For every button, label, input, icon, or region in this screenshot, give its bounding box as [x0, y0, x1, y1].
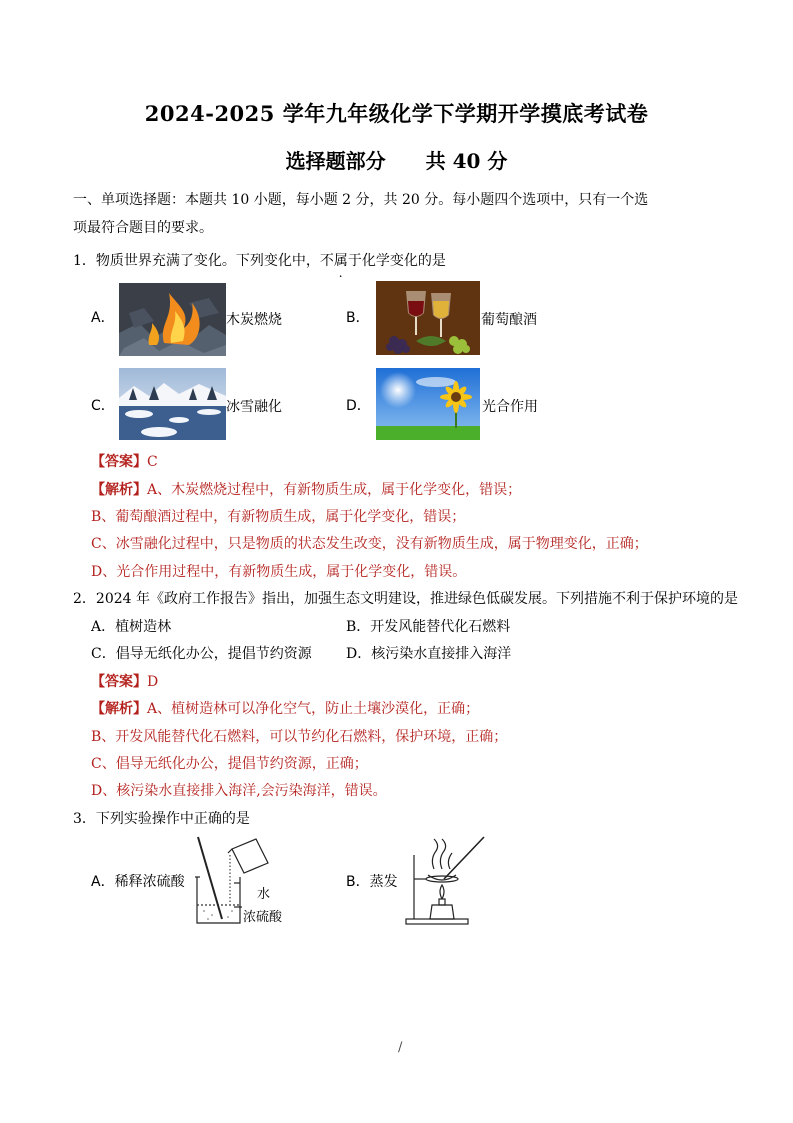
q1-analysis-text-0: A、木炭燃烧过程中，有新物质生成，属于化学变化，错误； — [147, 482, 522, 498]
q3-option-a: A．稀释浓硫酸 — [91, 874, 185, 890]
q2-option-c: C．倡导无纸化办公，提倡节约资源 — [91, 646, 312, 662]
q1-option-b-letter: B． — [346, 310, 370, 326]
q1-stem-c: 化学变化的是 — [361, 253, 446, 269]
q1-analysis-line4: D、光合作用过程中，有新物质生成，属于化学变化，错误。 — [91, 564, 467, 580]
q1-analysis-head: 【解析】 — [91, 482, 147, 498]
q2-answer — [91, 672, 158, 692]
page-title: 2024-2025 学年九年级化学下学期开学摸底考试卷 — [144, 101, 649, 126]
q2-analysis-line1 — [91, 699, 479, 719]
q1-option-c-letter: C． — [91, 398, 115, 414]
q1-option-a-label: 木炭燃烧 — [226, 312, 282, 328]
q1-stem-emphasis: 不属于 — [319, 253, 362, 269]
subtitle-right: 共 40 分 — [425, 149, 508, 173]
section-subtitle — [0, 145, 793, 174]
q1-answer — [91, 452, 158, 472]
q1-option-c-label: 冰雪融化 — [226, 399, 282, 415]
q1-answer-head: 【答案】 — [91, 454, 147, 470]
q2-analysis-line2: B、开发风能替代化石燃料，可以节约化石燃料，保护环境，正确； — [91, 729, 508, 745]
q2-analysis-text-0: A、植树造林可以净化空气，防止土壤沙漠化，正确； — [147, 701, 480, 717]
q1-option-a-letter: A． — [91, 310, 115, 326]
subtitle-left: 选择题部分 — [285, 149, 386, 173]
q1-option-d-letter: D． — [346, 398, 371, 414]
q1-analysis-line2: B、葡萄酿酒过程中，有新物质生成，属于化学变化，错误； — [91, 509, 466, 525]
q2-answer-value: D — [147, 674, 159, 690]
q2-answer-head: 【答案】 — [91, 674, 147, 690]
q1-analysis-line1 — [91, 480, 521, 500]
charcoal-fire-image — [119, 283, 226, 356]
acid-label: 浓硫酸 — [243, 910, 283, 925]
page-footer-mark: / — [398, 1040, 403, 1055]
q1-analysis-line3: C、冰雪融化过程中，只是物质的状态发生改变，没有新物质生成，属于物理变化，正确； — [91, 536, 648, 552]
q2-analysis-line3: C、倡导无纸化办公，提倡节约资源，正确； — [91, 756, 368, 772]
q1-stem — [73, 251, 446, 271]
q2-analysis-line4: D、核污染水直接排入海洋,会污染海洋，错误。 — [91, 783, 387, 799]
q2-option-d: D．核污染水直接排入海洋 — [346, 646, 512, 662]
q3-option-b: B．蒸发 — [346, 874, 398, 890]
section1-line2: 项最符合题目的要求。 — [73, 220, 213, 236]
q3-stem: 3．下列实验操作中正确的是 — [73, 811, 250, 827]
section1-line1: 一、单项选择题：本题共 10 小题，每小题 2 分，共 20 分。每小题四个选项中，只有一个选 — [73, 192, 649, 208]
water-label: 水 — [257, 887, 271, 902]
ice-snow-image — [119, 368, 226, 440]
q1-option-b-label: 葡萄酿酒 — [481, 312, 537, 328]
q2-stem: 2．2024 年《政府工作报告》指出，加强生态文明建设，推进绿色低碳发展。下列措施不利于保护环境的是 — [73, 591, 738, 607]
q2-option-b: B．开发风能替代化石燃料 — [346, 619, 511, 635]
q1-option-d-label: 光合作用 — [482, 399, 538, 415]
wine-grapes-image — [376, 281, 480, 355]
evaporation-diagram — [404, 835, 494, 927]
q2-option-a: A．植树造林 — [91, 619, 172, 635]
q2-analysis-head: 【解析】 — [91, 701, 147, 717]
q1-stem-a: 1．物质世界充满了变化。下列变化中， — [73, 253, 320, 269]
sunflower-image — [376, 368, 480, 440]
q1-answer-value: C — [147, 454, 158, 470]
